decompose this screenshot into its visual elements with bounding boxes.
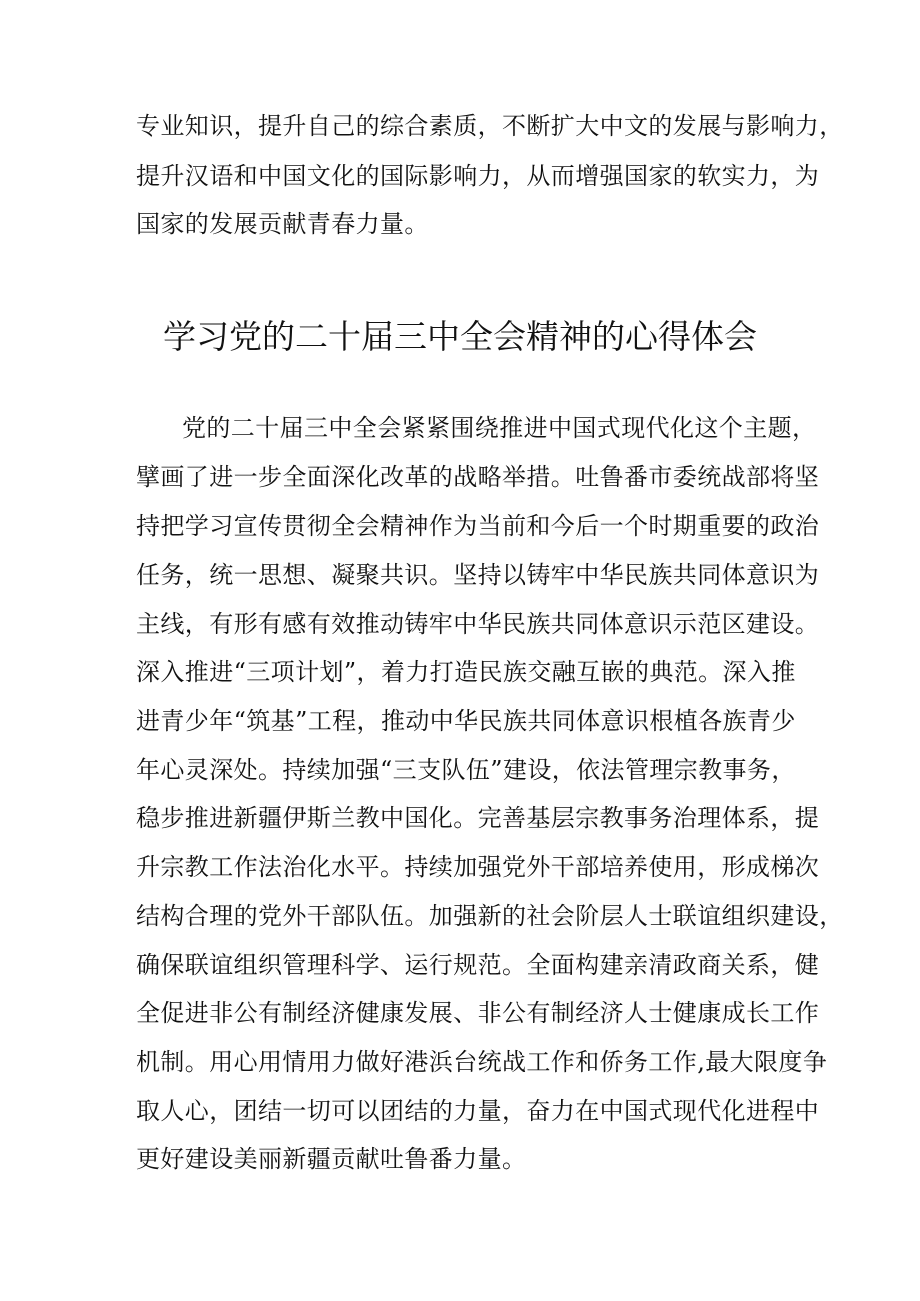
body-line-5: 主线，有形有感有效推动铸牢中华民族共同体意识示范区建设。 <box>136 610 820 638</box>
body-line-3: 持把学习宣传贯彻全会精神作为当前和今后一个时期重要的政治 <box>136 512 820 540</box>
body-line-13: 全促进非公有制经济健康发展、非公有制经济人士健康成长工作 <box>136 999 820 1027</box>
body-line-10: 升宗教工作法治化水平。持续加强党外干部培养使用，形成梯次 <box>136 853 820 881</box>
body-line-4: 任务，统一思想、凝聚共识。坚持以铸牢中华民族共同体意识为 <box>136 561 820 589</box>
body-line-8: 年心灵深处。持续加强“三支队伍”建设，依法管理宗教事务， <box>136 756 796 784</box>
body-line-2: 擘画了进一步全面深化改革的战略举措。吐鲁番市委统战部将坚 <box>136 463 820 491</box>
body-line-12: 确保联谊组织管理科学、运行规范。全面构建亲清政商关系，健 <box>136 951 820 979</box>
body-line-1: 党的二十届三中全会紧紧围绕推进中国式现代化这个主题， <box>182 414 817 442</box>
body-line-6: 深入推进“三项计划”，着力打造民族交融互嵌的典范。深入推 <box>136 658 796 686</box>
intro-line-2: 提升汉语和中国文化的国际影响力，从而增强国家的软实力，为 <box>136 162 820 190</box>
intro-line-1: 专业知识，提升自己的综合素质，不断扩大中文的发展与影响力， <box>136 112 844 140</box>
body-line-15: 取人心，团结一切可以团结的力量，奋力在中国式现代化进程中 <box>136 1097 820 1125</box>
body-line-14: 机制。用心用情用力做好港浜台统战工作和侨务工作,最大限度争 <box>136 1048 828 1076</box>
intro-line-3: 国家的发展贡献青春力量。 <box>136 210 429 238</box>
document-title: 学习党的二十届三中全会精神的心得体会 <box>163 317 757 356</box>
body-line-16: 更好建设美丽新疆贡献吐鲁番力量。 <box>136 1145 527 1173</box>
body-line-9: 稳步推进新疆伊斯兰教中国化。完善基层宗教事务治理体系，提 <box>136 804 820 832</box>
body-line-11: 结构合理的党外干部队伍。加强新的社会阶层人士联谊组织建设， <box>136 902 844 930</box>
body-line-7: 进青少年“筑基”工程，推动中华民族共同体意识根植各族青少 <box>136 707 796 735</box>
